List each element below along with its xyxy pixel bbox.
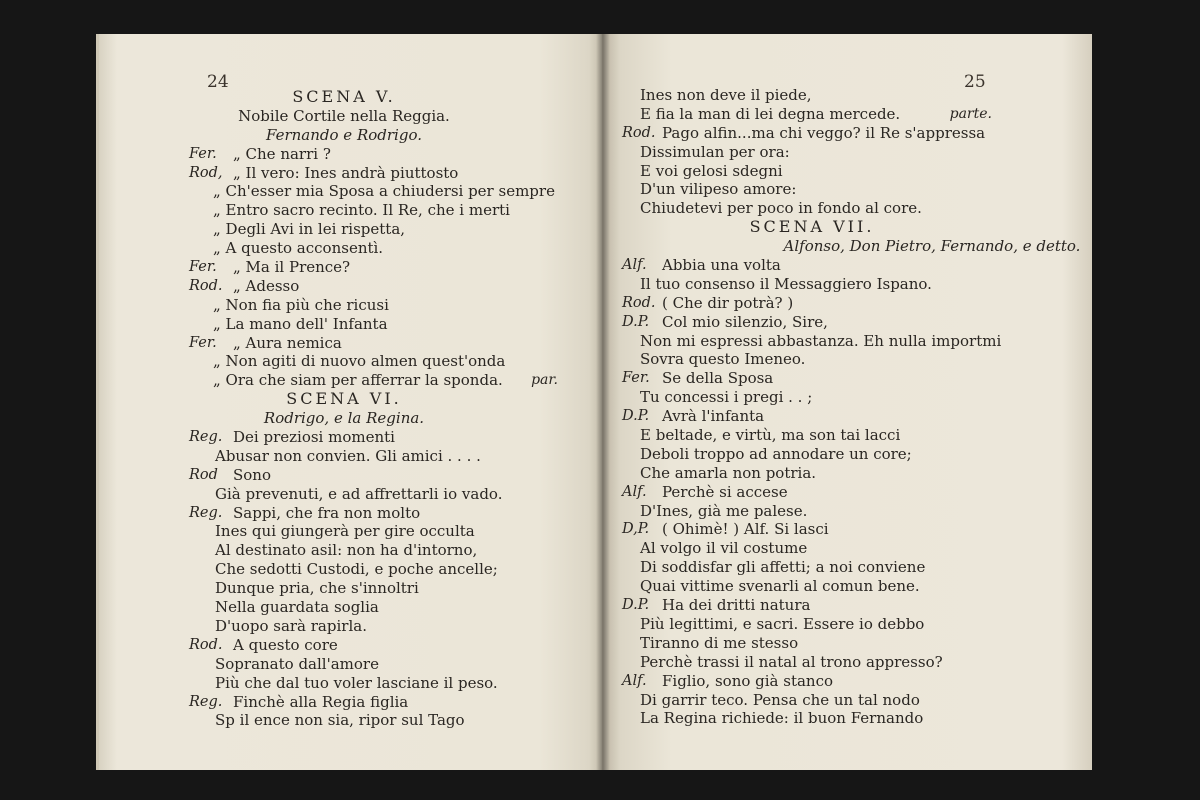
verse-text: D'uopo sarà rapirla. (215, 616, 367, 635)
speaker-label: Rod. (622, 124, 656, 141)
text-line (99, 409, 602, 428)
verse-text: Non mi espressi abbastanza. Eh nulla importmi (640, 331, 1002, 350)
book-gutter (596, 34, 610, 770)
speaker-label: Alf. (622, 483, 647, 500)
text-line (602, 256, 1092, 275)
text-line (99, 182, 602, 201)
verse-text: D'Ines, già me palese. (640, 501, 808, 520)
text-line (99, 485, 602, 504)
left-page (96, 34, 602, 770)
text-line (99, 88, 602, 107)
text-line (602, 672, 1092, 691)
text-line (602, 218, 1092, 237)
dialogue-text: „ Il vero: Ines andrà piuttosto (233, 163, 459, 182)
left-page-text (99, 88, 602, 730)
text-line (602, 237, 1092, 256)
text-line (602, 709, 1092, 728)
speaker-label: Fer. (189, 334, 217, 351)
dialogue-text: Dei preziosi momenti (233, 428, 395, 447)
scene-subheading: Rodrigo, e la Regina. (263, 409, 425, 428)
verse-text: Già prevenuti, e ad affrettarli io vado. (215, 484, 503, 503)
dialogue-text: Sappi, che fra non molto (233, 503, 421, 522)
text-line (99, 258, 602, 277)
text-line (602, 596, 1092, 615)
text-line (99, 277, 602, 296)
verse-text: Di soddisfar gli affetti; a noi conviene (640, 558, 926, 577)
verse-text: E fia la man di lei degna mercede. (640, 104, 901, 123)
text-line (99, 541, 602, 560)
dialogue-text: Figlio, sono già stanco (662, 671, 834, 690)
right-page-text (602, 86, 1092, 728)
dialogue-text: Sono (233, 465, 271, 484)
text-line (99, 390, 602, 409)
verse-text: „ La mano dell' Infanta (213, 314, 388, 333)
speaker-label: D,P. (622, 521, 650, 538)
page-number: 24 (207, 72, 229, 92)
text-line (602, 105, 1092, 124)
text-line (602, 558, 1092, 577)
text-line (99, 655, 602, 674)
verse-text: Più legittimi, e sacri. Essere io debbo (640, 614, 925, 633)
text-line (602, 332, 1092, 351)
text-line (99, 636, 602, 655)
text-line (99, 145, 602, 164)
text-line (99, 560, 602, 579)
speaker-label: Rod, (189, 164, 223, 181)
text-line (99, 220, 602, 239)
text-line (99, 352, 602, 371)
verse-text: „ Non agiti di nuovo almen quest'onda (213, 352, 506, 371)
verse-text: La Regina richiede: il buon Fernando (640, 709, 924, 728)
text-line (602, 86, 1092, 105)
right-page (602, 34, 1092, 770)
speaker-label: D.P. (622, 408, 650, 425)
stage-direction: par. (531, 372, 558, 389)
text-line (602, 162, 1092, 181)
text-line (602, 369, 1092, 388)
text-line (99, 522, 602, 541)
verse-text: Tu concessi i pregi . . ; (640, 388, 813, 407)
dialogue-text: A questo core (233, 635, 338, 654)
verse-text: Dissimulan per ora: (640, 142, 790, 161)
text-line (602, 407, 1092, 426)
text-line (99, 711, 602, 730)
text-line (602, 124, 1092, 143)
verse-text: Ines non deve il piede, (640, 86, 812, 104)
dialogue-text: Col mio silenzio, Sire, (662, 312, 828, 331)
text-line (99, 504, 602, 523)
scene-subheading: Nobile Cortile nella Reggia. (238, 106, 450, 125)
scene-heading: SCENA VI. (286, 389, 402, 409)
text-line (602, 445, 1092, 464)
text-line (602, 464, 1092, 483)
text-line (602, 350, 1092, 369)
text-line (99, 428, 602, 447)
text-line (602, 615, 1092, 634)
dialogue-text: Finchè alla Regia figlia (233, 692, 409, 711)
verse-text: Che sedotti Custodi, e poche ancelle; (215, 560, 498, 579)
speaker-label: Reg. (189, 429, 223, 446)
text-line (602, 275, 1092, 294)
verse-text: Sopranato dall'amore (215, 654, 379, 673)
verse-text: Al destinato asil: non ha d'intorno, (215, 541, 478, 560)
text-line (602, 539, 1092, 558)
text-line (99, 296, 602, 315)
text-line (602, 577, 1092, 596)
dialogue-text: „ Adesso (233, 276, 300, 295)
speaker-label: Rod. (189, 636, 223, 653)
speaker-label: Rod (189, 466, 218, 483)
text-line (99, 315, 602, 334)
verse-text: „ Entro sacro recinto. Il Re, che i merti (213, 201, 510, 220)
text-line (602, 502, 1092, 521)
dialogue-text: ( Che dir potrà? ) (662, 293, 794, 312)
dialogue-text: ( Ohimè! ) Alf. Si lasci (662, 520, 829, 539)
verse-text: Ines qui giungerà per gire occulta (215, 522, 475, 541)
dialogue-text: Ha dei dritti natura (662, 596, 811, 615)
text-line (99, 617, 602, 636)
speaker-label: D.P. (622, 597, 650, 614)
verse-text: Di garrir teco. Pensa che un tal nodo (640, 690, 920, 709)
verse-text: „ Ora che siam per afferrar la sponda. (213, 371, 503, 390)
verse-text: Sp il ence non sia, ripor sul Tago (215, 711, 465, 730)
verse-text: Al volgo il vil costume (640, 539, 808, 558)
dialogue-text: Perchè si accese (662, 482, 788, 501)
text-line (602, 199, 1092, 218)
dialogue-text: „ Ma il Prence? (233, 258, 351, 277)
verse-text: Dunque pria, che s'innoltri (215, 579, 419, 598)
verse-text: E beltade, e virtù, ma son tai lacci (640, 426, 901, 445)
dialogue-text: Pago alfin...ma chi veggo? il Re s'appressa (662, 123, 986, 142)
verse-text: Deboli troppo ad annodare un core; (640, 444, 912, 463)
text-line (99, 107, 602, 126)
verse-text: Che amarla non potria. (640, 463, 817, 482)
text-line (602, 388, 1092, 407)
text-line (99, 674, 602, 693)
dialogue-text: Avrà l'infanta (662, 407, 765, 426)
text-line (602, 426, 1092, 445)
open-book (96, 34, 1092, 770)
text-line (99, 334, 602, 353)
text-line (99, 201, 602, 220)
stage-direction: parte. (949, 105, 992, 122)
verse-text: Perchè trassi il natal al trono appresso? (640, 652, 943, 671)
verse-text: „ Ch'esser mia Sposa a chiudersi per sempre (213, 182, 555, 201)
verse-text: „ Non fia più che ricusi (213, 295, 389, 314)
text-line (99, 371, 602, 390)
speaker-label: Reg. (189, 504, 223, 521)
speaker-label: Fer. (189, 145, 217, 162)
text-line (99, 579, 602, 598)
verse-text: Chiudetevi per poco in fondo al core. (640, 199, 922, 218)
speaker-label: Rod. (622, 294, 656, 311)
verse-text: E voi gelosi sdegni (640, 161, 783, 180)
verse-text: Il tuo consenso il Messaggiero Ispano. (640, 274, 932, 293)
verse-text: Nella guardata soglia (215, 598, 379, 617)
text-line (602, 313, 1092, 332)
verse-text: Quai vittime svenarli al comun bene. (640, 577, 920, 596)
text-line (602, 143, 1092, 162)
speaker-label: Reg. (189, 693, 223, 710)
dialogue-text: „ Aura nemica (233, 333, 342, 352)
text-line (99, 693, 602, 712)
verse-text: „ Degli Avi in lei rispetta, (213, 220, 406, 239)
scene-subheading: Fernando e Rodrigo. (266, 125, 422, 144)
verse-text: „ A questo acconsentì. (213, 239, 384, 258)
text-line (99, 447, 602, 466)
verse-text: Sovra questo Imeneo. (640, 350, 806, 369)
dialogue-text: „ Che narri ? (233, 144, 331, 163)
scene-subheading: Alfonso, Don Pietro, Fernando, e detto. (783, 237, 1081, 256)
speaker-label: Alf. (622, 257, 647, 274)
text-line (99, 598, 602, 617)
text-line (602, 520, 1092, 539)
scene-heading: SCENA V. (292, 87, 396, 106)
text-line (602, 653, 1092, 672)
speaker-label: Fer. (189, 259, 217, 276)
speaker-label: Alf. (622, 672, 647, 689)
text-line (602, 634, 1092, 653)
text-line (99, 466, 602, 485)
verse-text: D'un vilipeso amore: (640, 180, 797, 199)
text-line (602, 180, 1092, 199)
text-line (602, 691, 1092, 710)
speaker-label: D.P. (622, 313, 650, 330)
text-line (602, 294, 1092, 313)
speaker-label: Fer. (622, 370, 650, 387)
dialogue-text: Se della Sposa (662, 369, 774, 388)
page-number: 25 (964, 72, 986, 92)
text-line (602, 483, 1092, 502)
dialogue-text: Abbia una volta (662, 256, 781, 275)
text-line (99, 126, 602, 145)
speaker-label: Rod. (189, 277, 223, 294)
scene-heading: SCENA VII. (749, 217, 875, 237)
verse-text: Più che dal tuo voler lasciane il peso. (215, 673, 498, 692)
text-line (99, 164, 602, 183)
verse-text: Tiranno di me stesso (640, 633, 799, 652)
text-line (99, 239, 602, 258)
verse-text: Abusar non convien. Gli amici . . . . (215, 446, 481, 465)
